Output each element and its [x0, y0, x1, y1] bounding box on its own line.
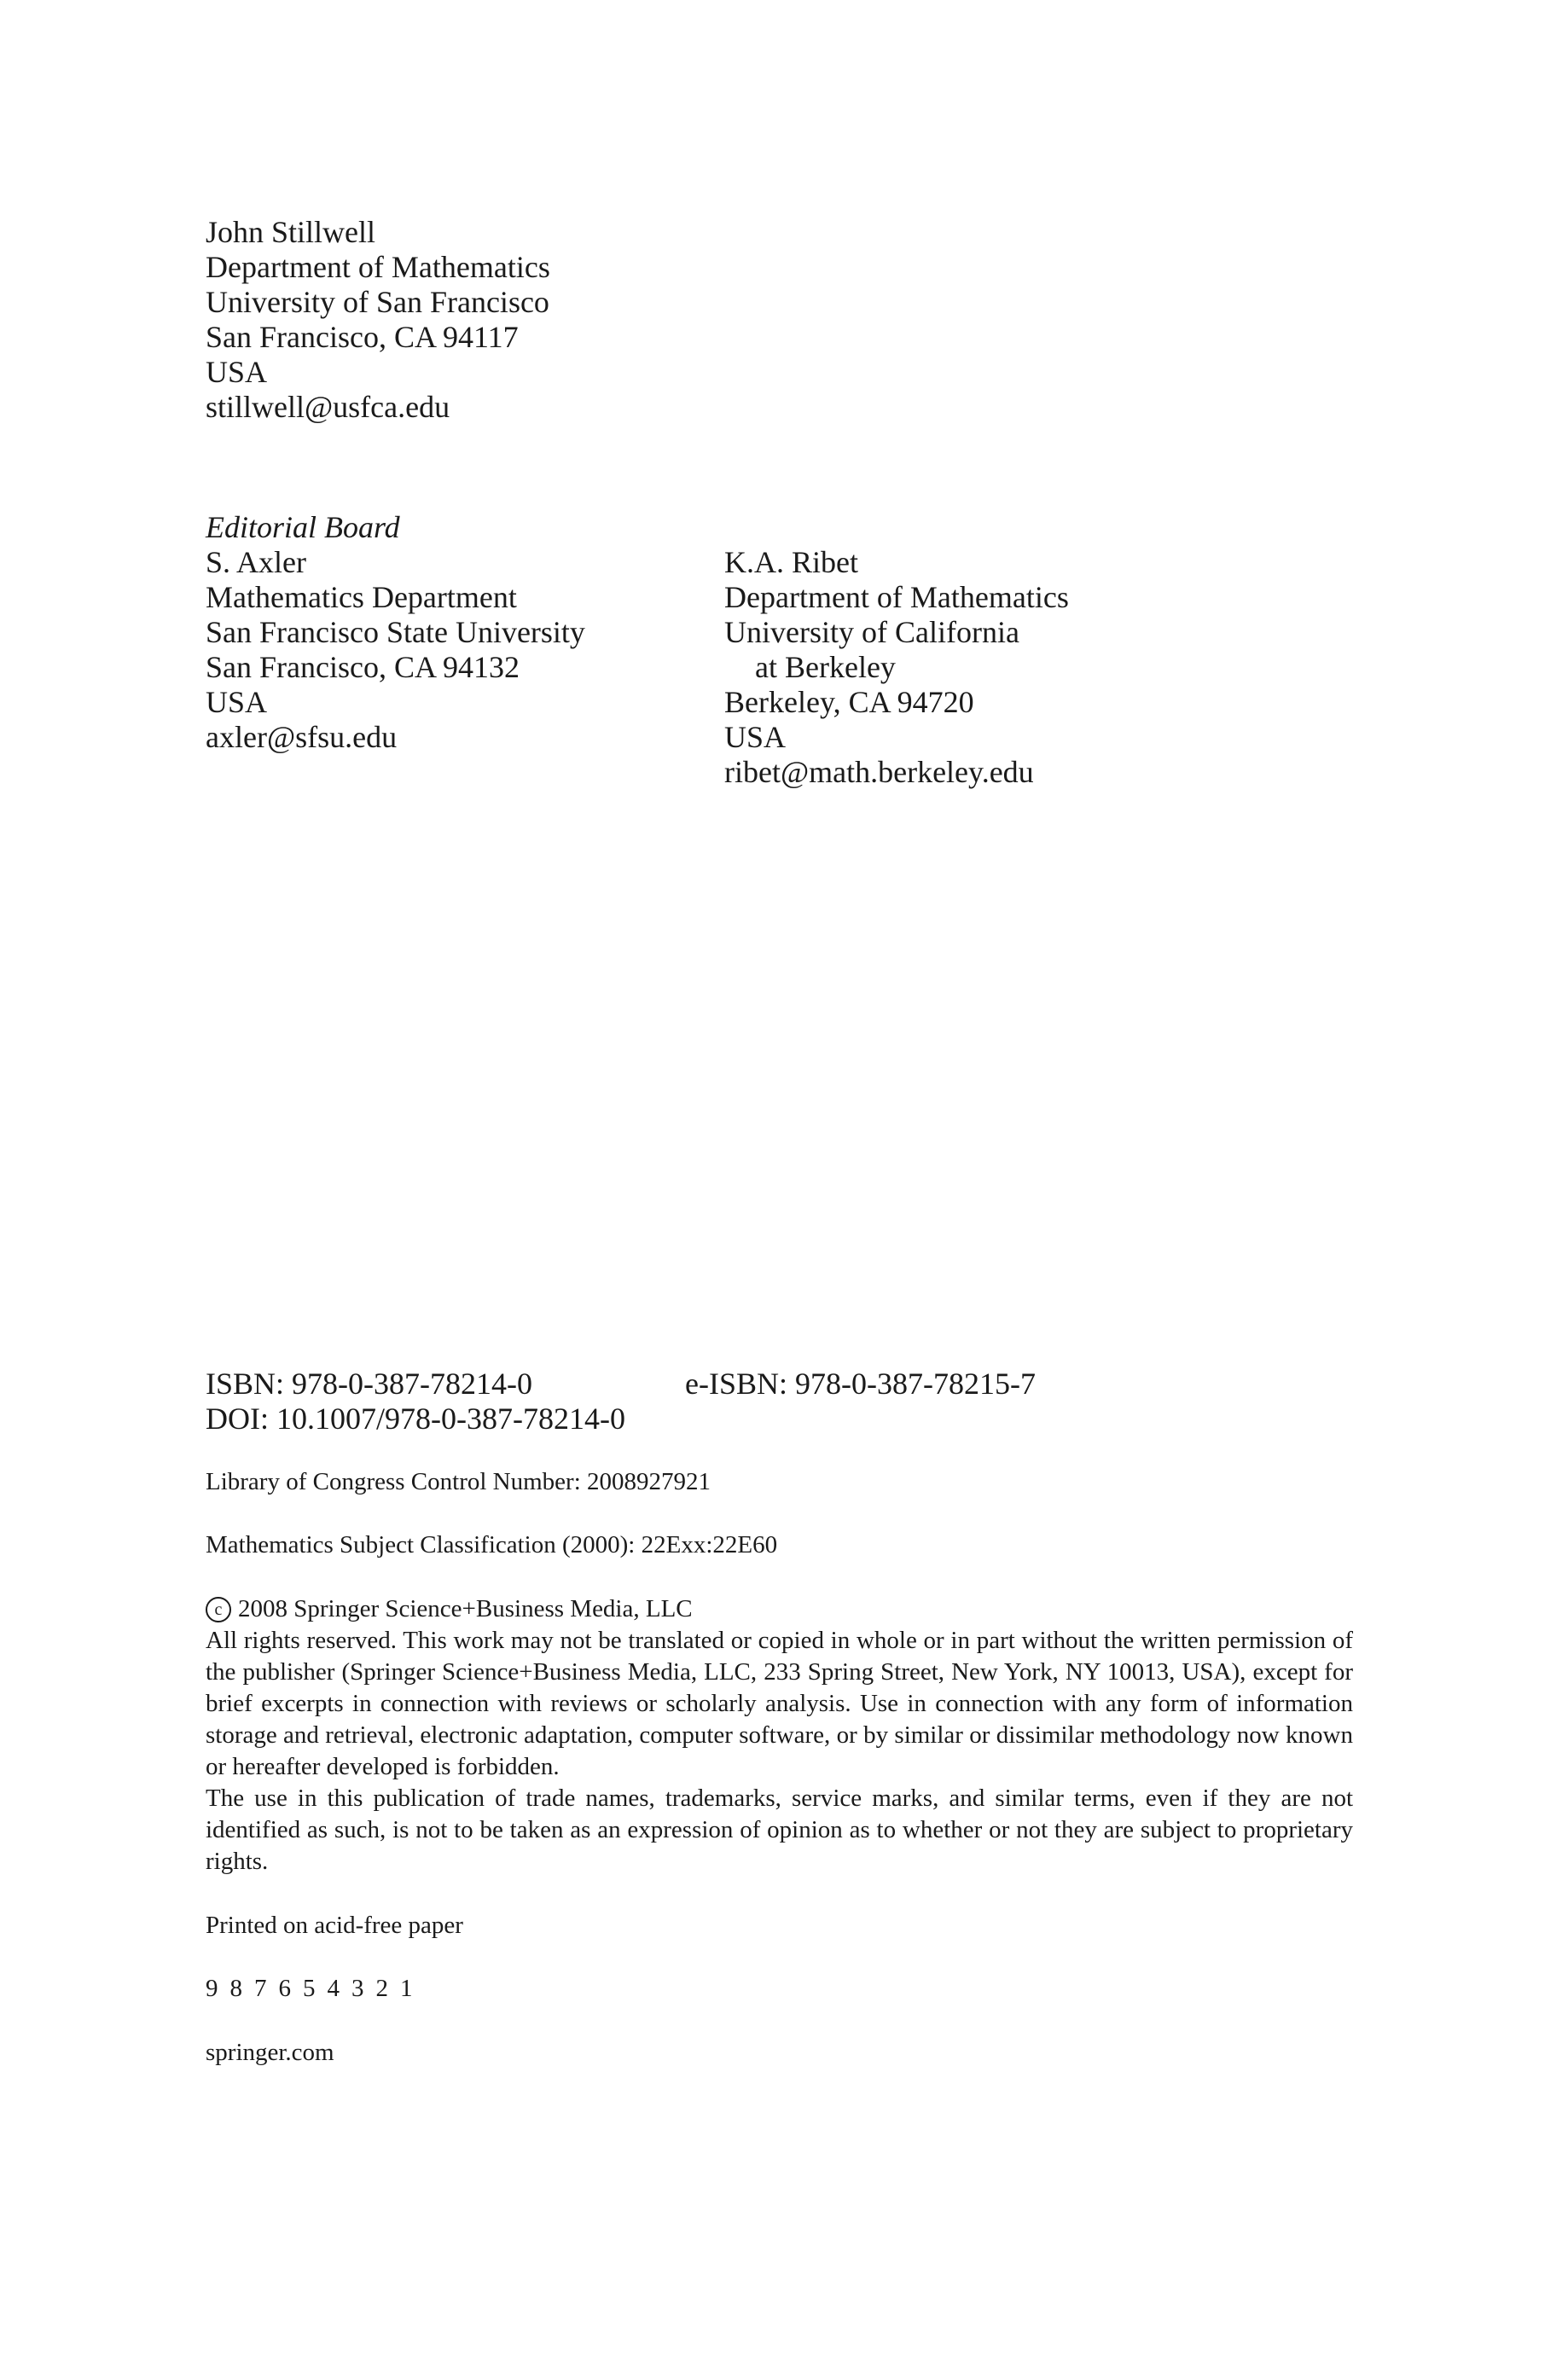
editorial-board-label: Editorial Board [206, 510, 400, 544]
print-line-digit: 8 [229, 1975, 242, 2002]
copyright-line [206, 1593, 693, 1625]
trademark-paragraph: The use in this publication of trade names, trademarks, service marks, and similar terms, even if they are not identified as such, is not to be taken as an expression of opinion as to whether or not they are subject to proprietary rights. [206, 1785, 1353, 1875]
editor-right-country: USA [724, 720, 787, 754]
print-line [206, 1973, 425, 2005]
print-line-digit: 4 [327, 1975, 340, 2002]
editor-right-university: University of California [724, 615, 1019, 649]
author-email: stillwell@usfca.edu [206, 390, 450, 424]
editor-left-department: Mathematics Department [206, 580, 517, 614]
editor-left-name: S. Axler [206, 545, 307, 579]
print-line-digit: 1 [400, 1975, 413, 2002]
print-line-digit: 5 [303, 1975, 316, 2002]
editor-right-campus: at Berkeley [755, 650, 896, 684]
isbn-block [206, 1367, 625, 1436]
author-department: Department of Mathematics [206, 250, 550, 284]
editor-right-department: Department of Mathematics [724, 580, 1069, 614]
editorial-board-left [206, 545, 585, 755]
author-university: University of San Francisco [206, 285, 549, 319]
print-line-digit: 6 [278, 1975, 291, 2002]
editor-left-country: USA [206, 685, 268, 719]
lccn: Library of Congress Control Number: 2008927921 [206, 1468, 711, 1495]
editor-right-email: ribet@math.berkeley.edu [724, 755, 1034, 789]
author-city: San Francisco, CA 94117 [206, 320, 519, 354]
author-address [206, 215, 550, 425]
copyright-text: 2008 Springer Science+Business Media, LLC [238, 1595, 693, 1622]
editor-left-university: San Francisco State University [206, 615, 585, 649]
editor-left-email: axler@sfsu.edu [206, 720, 398, 754]
rights-paragraph: All rights reserved. This work may not be translated or copied in whole or in part without the written permission of the publisher (Springer Science+Business Media, LLC, 233 Spring Street, New York, NY 10013, USA), except for brief excerpts in connection with reviews or scholarly analysis. Use in connection with any form of information storage and retrieval, electronic adaptation, computer software, or by similar or dissimilar methodology now known or hereafter developed is forbidden. [206, 1627, 1353, 1780]
editorial-board-right [724, 545, 1069, 790]
author-name: John Stillwell [206, 215, 376, 249]
isbn: ISBN: 978-0-387-78214-0 [206, 1367, 532, 1401]
subject-classification: Mathematics Subject Classification (2000): 22Exx:22E60 [206, 1531, 778, 1558]
author-country: USA [206, 355, 268, 389]
editor-left-city: San Francisco, CA 94132 [206, 650, 520, 684]
print-line-digit: 9 [206, 1975, 218, 2002]
rights-statement [206, 1625, 1353, 1878]
printed-note: Printed on acid-free paper [206, 1912, 463, 1939]
doi: DOI: 10.1007/978-0-387-78214-0 [206, 1402, 625, 1436]
print-line-digit: 7 [254, 1975, 267, 2002]
e-isbn: e-ISBN: 978-0-387-78215-7 [685, 1367, 1036, 1401]
editor-right-name: K.A. Ribet [724, 545, 858, 579]
print-line-digit: 2 [375, 1975, 388, 2002]
editor-right-city: Berkeley, CA 94720 [724, 685, 974, 719]
copyright-icon: c [206, 1597, 231, 1622]
print-line-digit: 3 [351, 1975, 364, 2002]
publisher-website: springer.com [206, 2039, 334, 2066]
